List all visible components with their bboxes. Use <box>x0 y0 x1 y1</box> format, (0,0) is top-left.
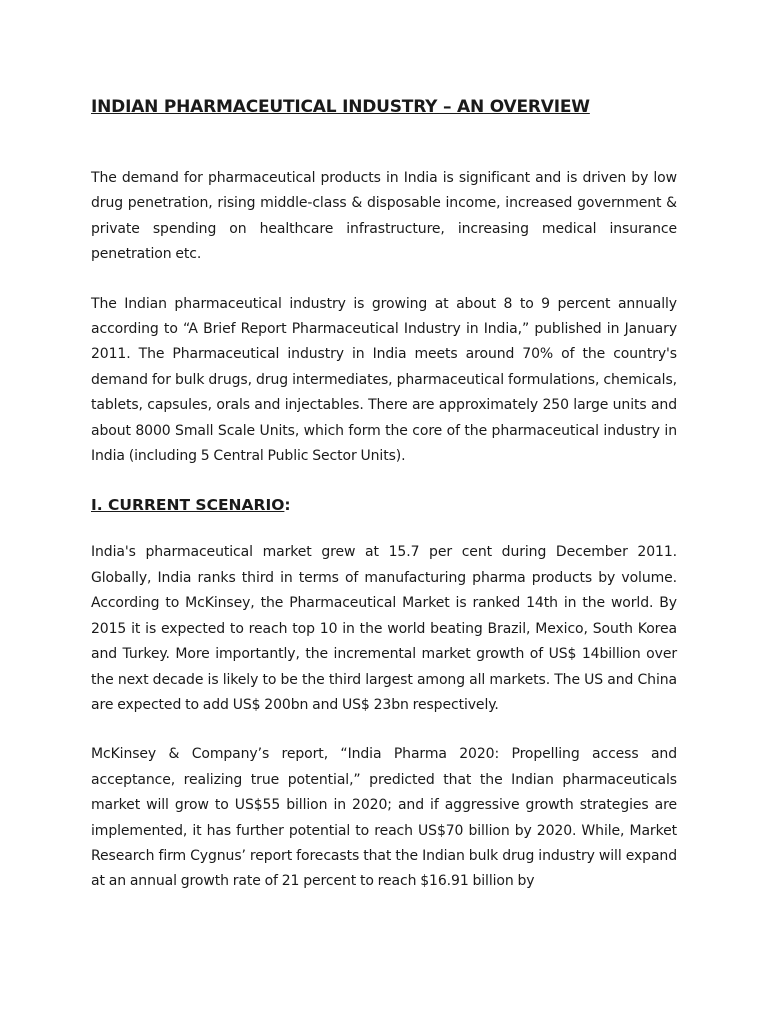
document-page <box>91 94 677 895</box>
paragraph-mckinsey-report: McKinsey & Company’s report, “India Pharma 2020: Propelling access and acceptance, realizing true potential,” predicted that the Indian pharmaceuticals market will grow to US$55 billion in 2020; and if aggressive growth strategies are implemented, it has further potential to reach US$70 billion by 2020. While, Market Research firm Cygnus’ report forecasts that the Indian bulk drug industry will expand at an annual growth rate of 21 percent to reach $16.91 billion by <box>91 746 677 890</box>
section-heading-text: I. CURRENT SCENARIO <box>91 496 285 515</box>
paragraph-intro-growth: The Indian pharmaceutical industry is growing at about 8 to 9 percent annually according to “A Brief Report Pharmaceutical Industry in India,” published in January 2011. The Pharmaceutical industry in India meets around 70% of the country's demand for bulk drugs, drug intermediates, pharmaceutical formulations, chemicals, tablets, capsules, orals and injectables. There are approximately 250 large units and about 8000 Small Scale Units, which form the core of the pharmaceutical industry in India (including 5 Central Public Sector Units). <box>91 295 677 465</box>
section-heading-colon: : <box>284 496 291 515</box>
document-title: INDIAN PHARMACEUTICAL INDUSTRY – AN OVERVIEW <box>91 97 590 117</box>
paragraph-current-market: India's pharmaceutical market grew at 15.7 per cent during December 2011. Globally, India ranks third in terms of manufacturing pharma products by volume. According to McKinsey, the Pharmaceutical Market is ranked 14th in the world. By 2015 it is expected to reach top 10 in the world beating Brazil, Mexico, South Korea and Turkey. More importantly, the incremental market growth of US$ 14billion over the next decade is likely to be the third largest among all markets. The US and China are expected to add US$ 200bn and US$ 23bn respectively. <box>91 544 677 713</box>
paragraph-intro-demand: The demand for pharmaceutical products in India is significant and is driven by low drug penetration, rising middle-class & disposable income, increased government & private spending on healthcare infrastructure, increasing medical insurance penetration etc. <box>91 170 677 263</box>
section-heading <box>91 493 677 517</box>
